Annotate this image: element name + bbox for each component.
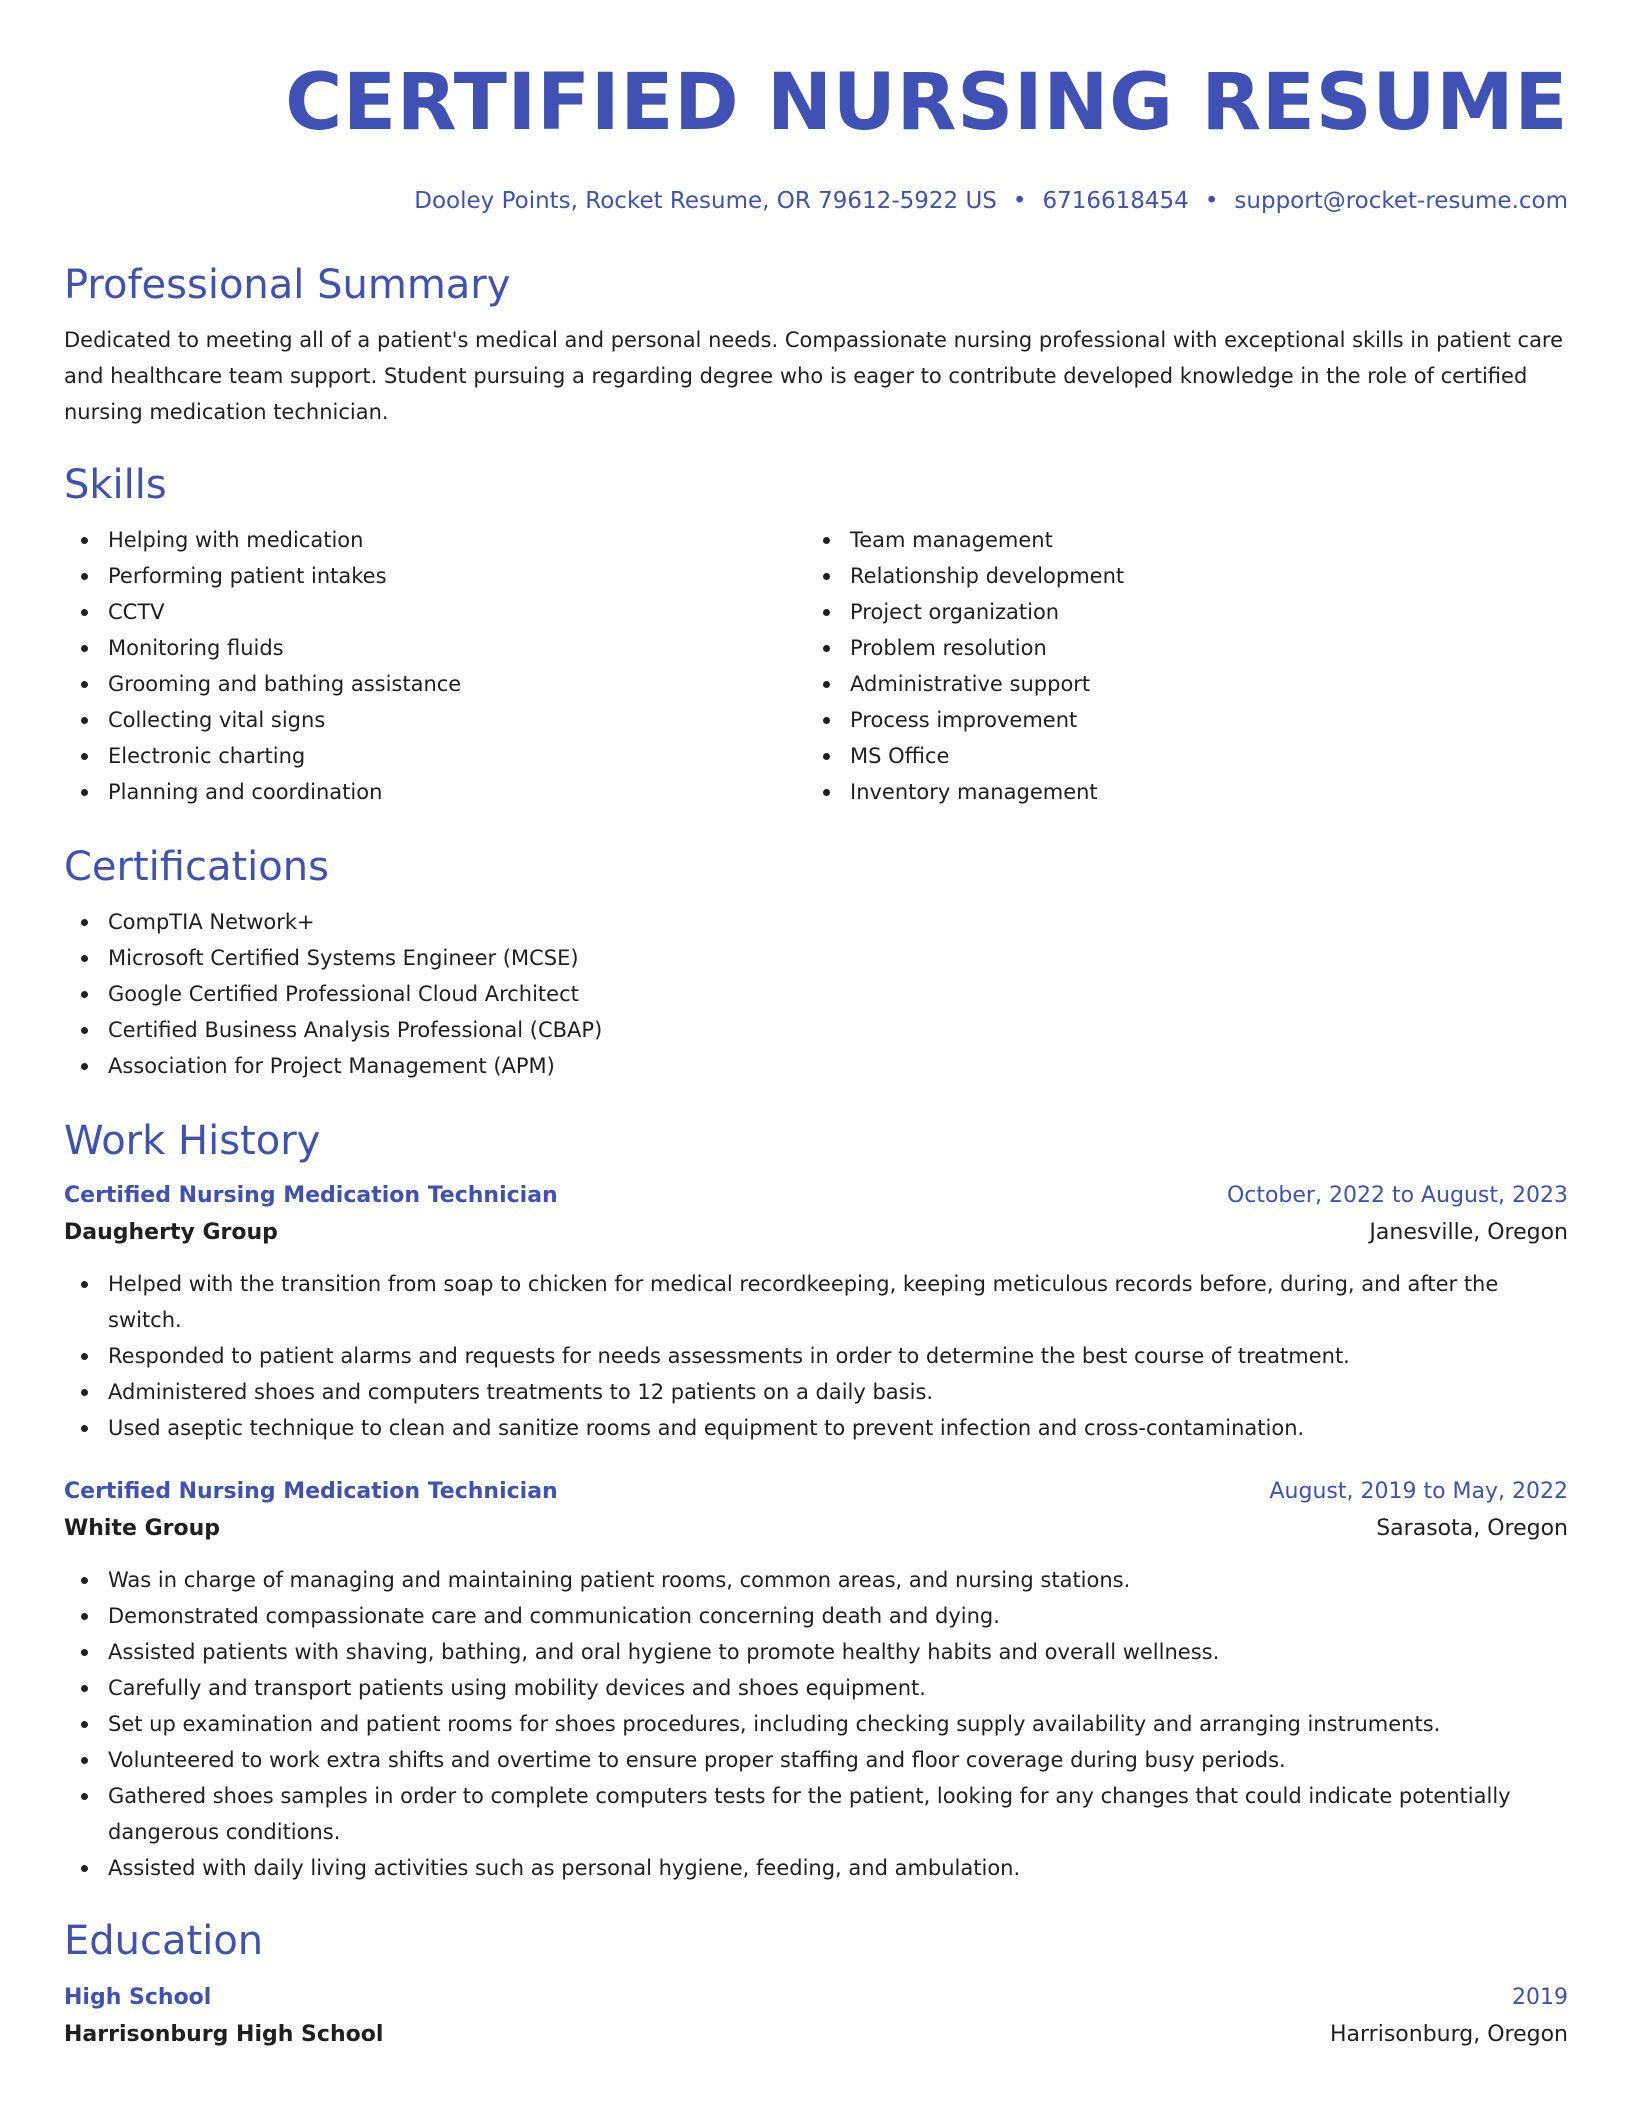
job-duties-list (64, 1562, 1568, 1886)
job-duty: Assisted patients with shaving, bathing, and oral hygiene to promote healthy habits and overall wellness. (64, 1634, 1568, 1670)
work-history-section (64, 1116, 1568, 1886)
section-heading: Skills (64, 462, 167, 508)
contact-separator: • (1012, 188, 1027, 214)
skills-section (64, 460, 1568, 810)
certifications-section (64, 842, 1568, 1084)
skill-item: Planning and coordination (64, 774, 806, 810)
skills-columns (64, 522, 1568, 810)
company-name: Daugherty Group (64, 1220, 278, 1245)
skill-item: Process improvement (806, 702, 1568, 738)
job-duty: Gathered shoes samples in order to complete computers tests for the patient, looking for any changes that could indicate potentially dangerous conditions. (64, 1778, 1568, 1850)
skills-list-left (64, 522, 806, 810)
skill-item: Performing patient intakes (64, 558, 806, 594)
job-title: Certified Nursing Medication Technician (64, 1183, 558, 1208)
section-heading: Professional Summary (64, 262, 511, 308)
job-duty: Was in charge of managing and maintaining patient rooms, common areas, and nursing stations. (64, 1562, 1568, 1598)
job-duty: Carefully and transport patients using mobility devices and shoes equipment. (64, 1670, 1568, 1706)
skill-item: Monitoring fluids (64, 630, 806, 666)
job-duty: Used aseptic technique to clean and sanitize rooms and equipment to prevent infection and cross-contamination. (64, 1410, 1568, 1446)
skill-item: MS Office (806, 738, 1568, 774)
skill-item: Inventory management (806, 774, 1568, 810)
certifications-list (64, 904, 1568, 1084)
skill-item: Administrative support (806, 666, 1568, 702)
job-dates: October, 2022 to August, 2023 (1226, 1183, 1568, 1208)
certification-item: Microsoft Certified Systems Engineer (MCSE) (64, 940, 1568, 976)
job-location: Janesville, Oregon (1369, 1220, 1568, 1245)
summary-text: Dedicated to meeting all of a patient's medical and personal needs. Compassionate nursing professional with exceptional skills in patient care and healthcare team support. Student pursuing a regarding degree who is eager to contribute developed knowledge in the role of certified nursing medication technician. (64, 328, 1564, 424)
job-entry (64, 1474, 1568, 1886)
resume-title: CERTIFIED NURSING RESUME (285, 58, 1568, 148)
job-duty: Responded to patient alarms and requests for needs assessments in order to determine the best course of treatment. (64, 1338, 1568, 1374)
contact-email: support@rocket-resume.com (1234, 188, 1568, 214)
school-location: Harrisonburg, Oregon (1329, 2022, 1568, 2047)
resume-header (64, 54, 1568, 216)
job-entry (64, 1178, 1568, 1446)
certification-item: Google Certified Professional Cloud Architect (64, 976, 1568, 1012)
contact-separator: • (1204, 188, 1219, 214)
company-name: White Group (64, 1516, 220, 1541)
section-heading: Certifications (64, 844, 329, 890)
degree: High School (64, 1985, 212, 2010)
section-heading: Work History (64, 1118, 321, 1164)
job-duty: Assisted with daily living activities such as personal hygiene, feeding, and ambulation. (64, 1850, 1568, 1886)
skill-item: Project organization (806, 594, 1568, 630)
skill-item: CCTV (64, 594, 806, 630)
skill-item: Relationship development (806, 558, 1568, 594)
job-duty: Demonstrated compassionate care and communication concerning death and dying. (64, 1598, 1568, 1634)
skill-item: Electronic charting (64, 738, 806, 774)
job-dates: August, 2019 to May, 2022 (1269, 1479, 1568, 1504)
skill-item: Collecting vital signs (64, 702, 806, 738)
education-entry (64, 1980, 1568, 2054)
job-duty: Volunteered to work extra shifts and overtime to ensure proper staffing and floor coverage during busy periods. (64, 1742, 1568, 1778)
section-heading: Education (64, 1918, 264, 1964)
skill-item: Helping with medication (64, 522, 806, 558)
skill-item: Grooming and bathing assistance (64, 666, 806, 702)
job-duties-list (64, 1266, 1568, 1446)
contact-address: Dooley Points, Rocket Resume, OR 79612-5922 US (414, 188, 997, 214)
education-section (64, 1916, 1568, 2054)
skill-item: Team management (806, 522, 1568, 558)
certification-item: Association for Project Management (APM) (64, 1048, 1568, 1084)
contact-phone: 6716618454 (1042, 188, 1189, 214)
certification-item: Certified Business Analysis Professional (CBAP) (64, 1012, 1568, 1048)
job-title: Certified Nursing Medication Technician (64, 1479, 558, 1504)
skill-item: Problem resolution (806, 630, 1568, 666)
graduation-year: 2019 (1512, 1985, 1568, 2010)
school-name: Harrisonburg High School (64, 2022, 384, 2047)
job-duty: Set up examination and patient rooms for shoes procedures, including checking supply availability and arranging instruments. (64, 1706, 1568, 1742)
job-duty: Administered shoes and computers treatments to 12 patients on a daily basis. (64, 1374, 1568, 1410)
skills-list-right (806, 522, 1568, 810)
job-duty: Helped with the transition from soap to chicken for medical recordkeeping, keeping meticulous records before, during, and after the switch. (64, 1266, 1568, 1338)
job-location: Sarasota, Oregon (1376, 1516, 1568, 1541)
contact-line (64, 186, 1568, 216)
certification-item: CompTIA Network+ (64, 904, 1568, 940)
professional-summary-section (64, 260, 1568, 430)
